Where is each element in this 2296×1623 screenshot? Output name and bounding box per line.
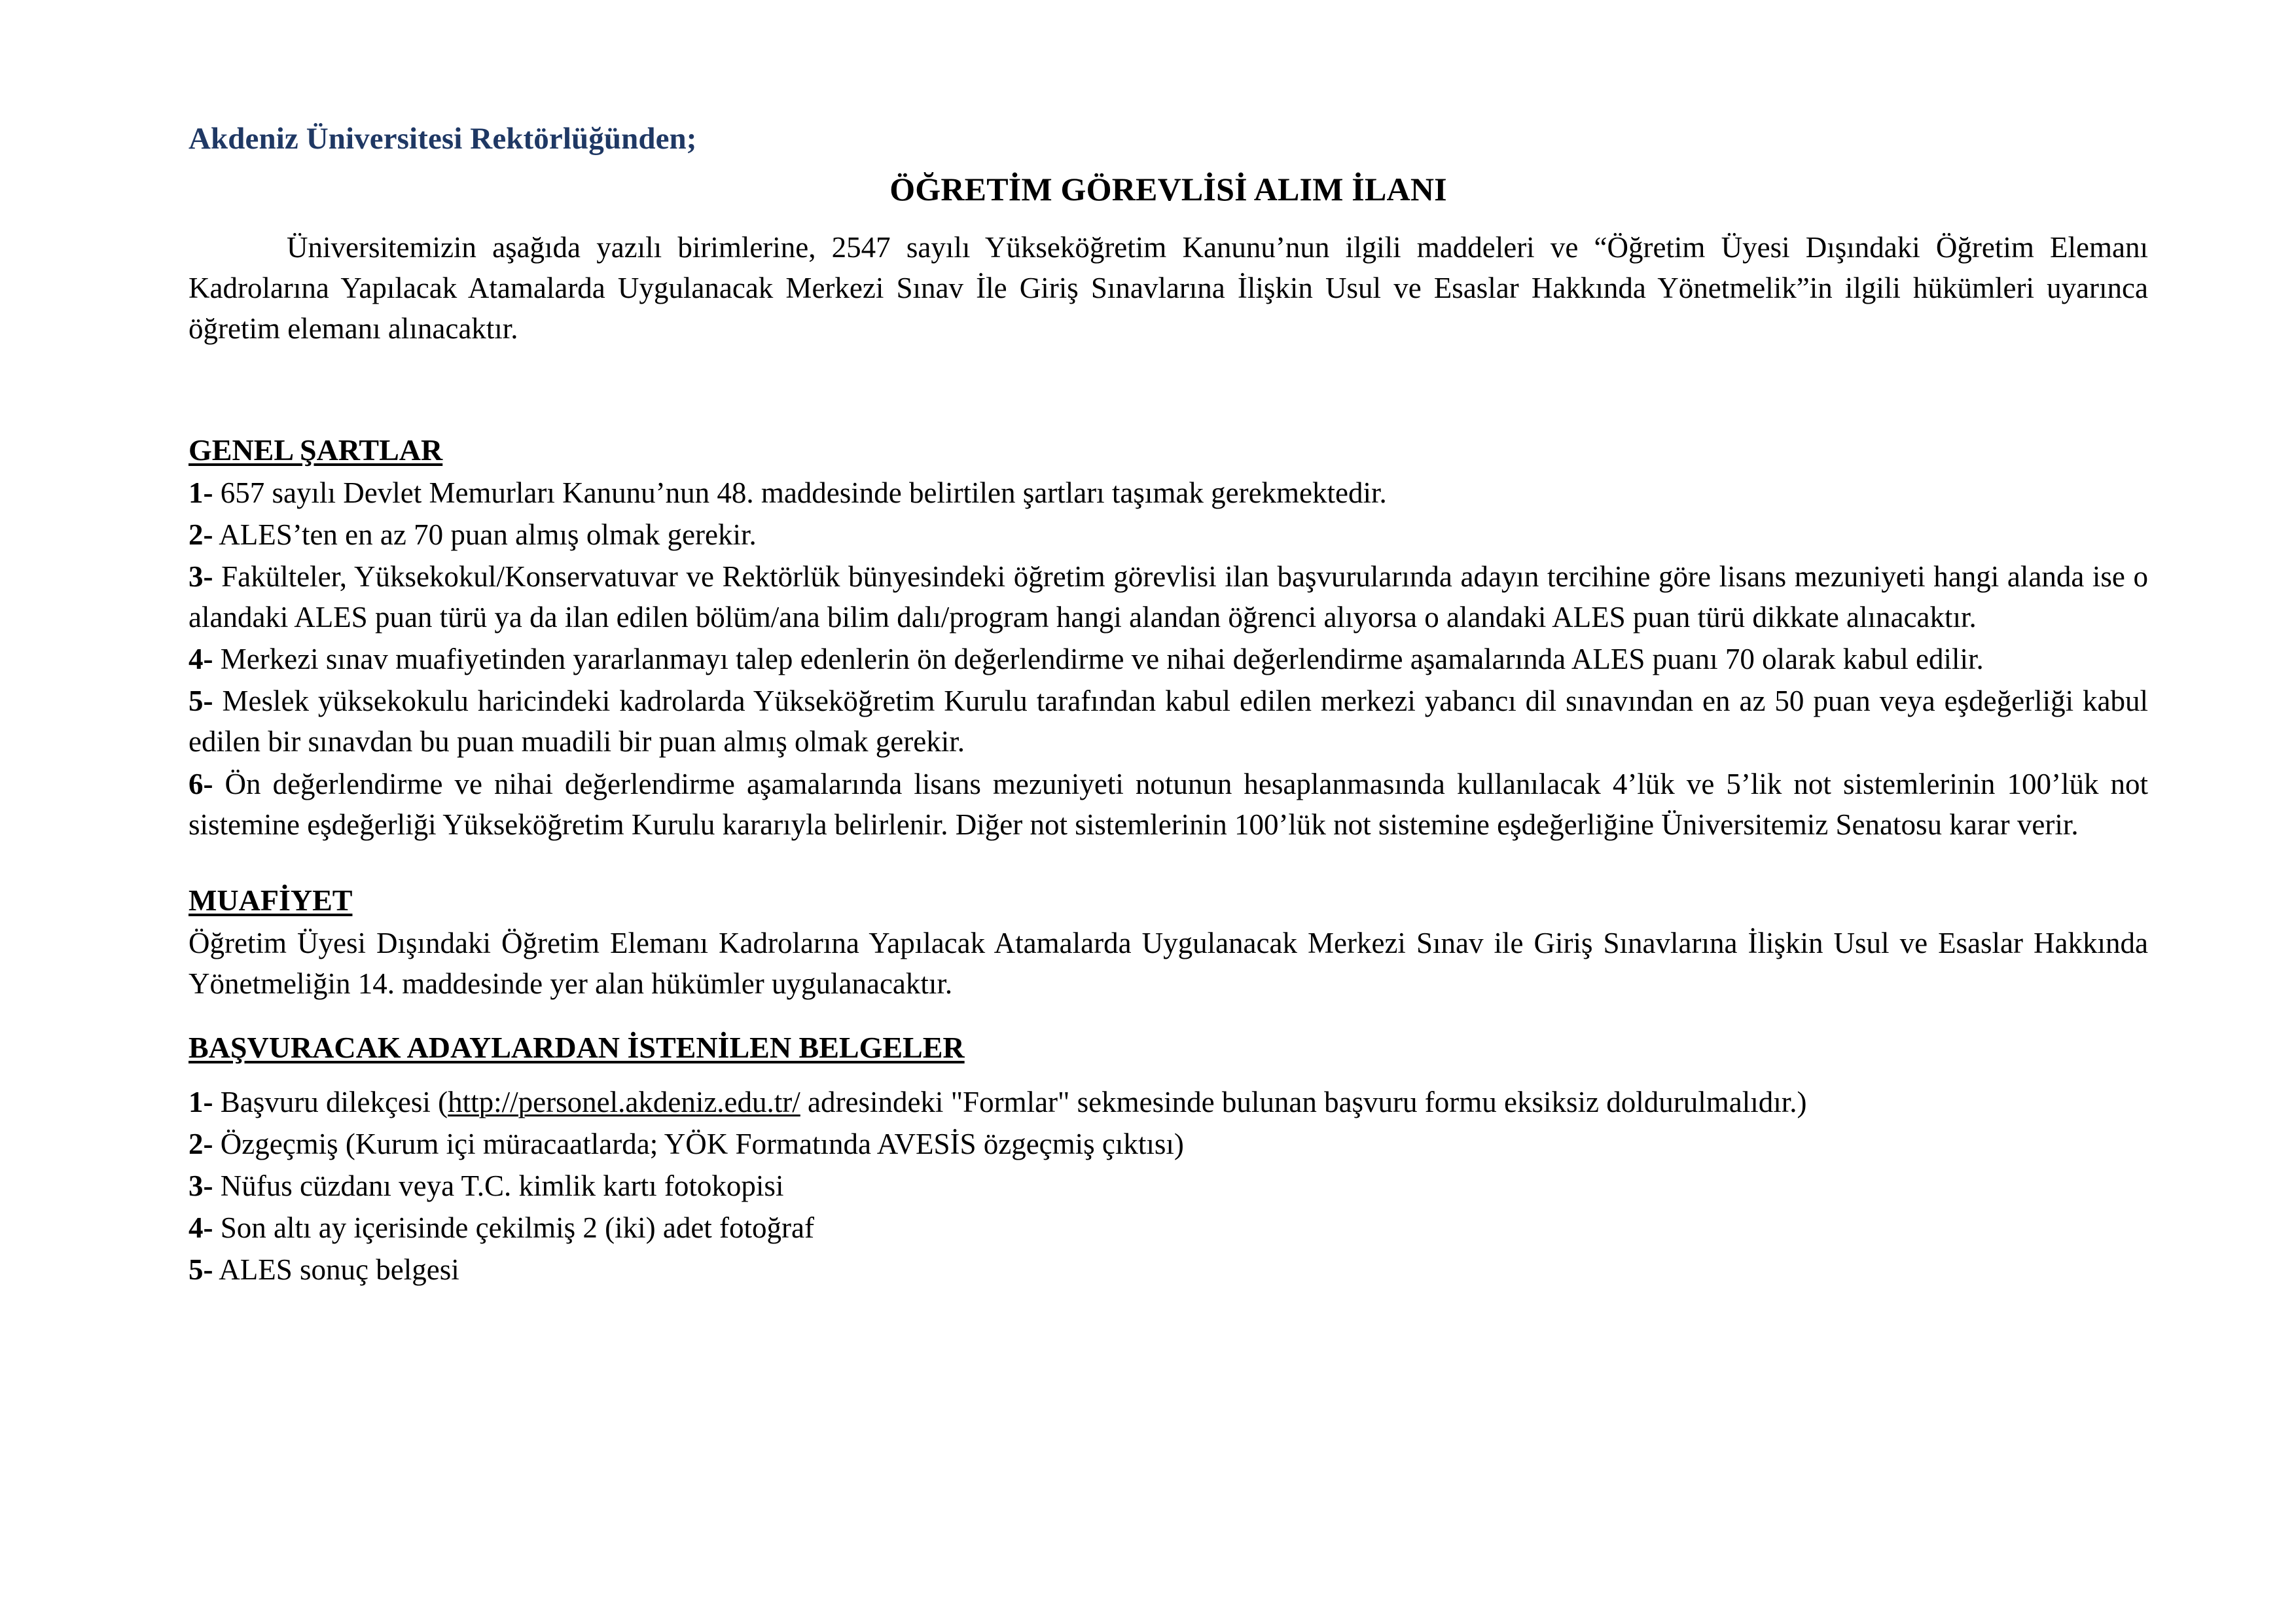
general-conditions-list: [188, 473, 2148, 845]
page-title: ÖĞRETİM GÖREVLİSİ ALIM İLANI: [889, 170, 1447, 207]
personel-akdeniz-link[interactable]: http://personel.akdeniz.edu.tr/: [448, 1085, 800, 1118]
item-text: Meslek yüksekokulu haricindeki kadrolarda Yükseköğretim Kurulu tarafından kabul edilen merkezi yabancı dil sınavından en az 50 puan veya eşdeğerliği kabul edilen bir sınavdan bu puan muadili bir puan almış olmak gerekir.: [188, 685, 2149, 758]
list-item: [188, 473, 2148, 513]
general-conditions-heading: GENEL ŞARTLAR: [188, 433, 443, 467]
list-item: [188, 514, 2148, 555]
item-text: Nüfus cüzdanı veya T.C. kimlik kartı fotokopisi: [220, 1169, 784, 1203]
list-item: [188, 1166, 2148, 1206]
list-item: [188, 1249, 2148, 1290]
list-item: [188, 639, 2148, 679]
list-item: [188, 764, 2148, 845]
item-number: 4-: [188, 643, 213, 676]
required-documents-section: [188, 1030, 2148, 1290]
spacer-before-exemption: [188, 846, 2148, 883]
list-item: [188, 1124, 2148, 1164]
list-item: [188, 681, 2148, 762]
item-number: 3-: [188, 560, 213, 594]
item-text: Fakülteler, Yüksekokul/Konservatuvar ve Rektörlük bünyesindeki öğretim görevlisi ilan başvurularında adayın tercihine göre lisans mezuniyeti hangi alanda ise o alandaki ALES puan türü ya da ilan edilen bölüm/ana bilim dalı/program hangi alandan öğrenci alıyorsa o alandaki ALES puan türü dikkate alınacaktır.: [188, 560, 2149, 634]
general-conditions-section: [188, 433, 2148, 845]
item-text: 657 sayılı Devlet Memurları Kanunu’nun 48. maddesinde belirtilen şartları taşımak gerekmektedir.: [220, 476, 1387, 509]
list-item: [188, 1207, 2148, 1248]
list-item: [188, 556, 2148, 637]
item-text: Ön değerlendirme ve nihai değerlendirme aşamalarında lisans mezuniyeti notunun hesaplanmasında kullanılacak 4’lük ve 5’lik not sistemlerinin 100’lük not sistemine eşdeğerliği Yükseköğretim Kurulu kararıyla belirlenir. Diğer not sistemlerinin 100’lük not sistemine eşdeğerliğine Üniversitemiz Senatosu karar verir.: [188, 767, 2148, 841]
item-number: 6-: [188, 767, 213, 800]
item-text: Son altı ay içerisinde çekilmiş 2 (iki) adet fotoğraf: [220, 1211, 814, 1245]
document-content: [188, 122, 2148, 1291]
item-text-suffix: adresindeki "Formlar" sekmesinde bulunan başvuru formu eksiksiz doldurulmalıdır.): [800, 1085, 1807, 1118]
spacer-after-documents-heading: [188, 1070, 2148, 1082]
item-number: 5-: [188, 1253, 213, 1287]
exemption-paragraph: Öğretim Üyesi Dışındaki Öğretim Elemanı Kadrolarına Yapılacak Atamalarda Uygulanacak Merkezi Sınav ile Giriş Sınavlarına İlişkin Usul ve Esaslar Hakkında Yönetmeliğin 14. maddesinde yer alan hükümler uygulanacaktır.: [188, 926, 2148, 1000]
item-text: ALES sonuç belgesi: [219, 1253, 459, 1287]
required-documents-list: [188, 1082, 2148, 1290]
item-text: ALES’ten en az 70 puan almış olmak gerekir.: [219, 518, 757, 551]
item-text-prefix: Başvuru dilekçesi (: [220, 1085, 448, 1118]
item-text: Özgeçmiş (Kurum içi müracaatlarda; YÖK Formatında AVESİS özgeçmiş çıktısı): [220, 1128, 1184, 1161]
spacer-after-intro: [188, 349, 2148, 433]
item-number: 1-: [188, 476, 213, 509]
item-number: 3-: [188, 1169, 213, 1203]
item-number: 1-: [188, 1085, 213, 1118]
list-item: [188, 1082, 2148, 1122]
item-number: 2-: [188, 518, 213, 551]
required-documents-heading: BAŞVURACAK ADAYLARDAN İSTENİLEN BELGELER: [188, 1030, 965, 1064]
intro-paragraph: Üniversitemizin aşağıda yazılı birimlerine, 2547 sayılı Yükseköğretim Kanunu’nun ilgili maddeleri ve “Öğretim Üyesi Dışındaki Öğretim Elemanı Kadrolarına Yapılacak Atamalarda Uygulanacak Merkezi Sınav İle Giriş Sınavlarına İlişkin Usul ve Esaslar Hakkında Yönetmelik”in ilgili hükümleri uyarınca öğretim elemanı alınacaktır.: [188, 230, 2148, 345]
item-text: Merkezi sınav muafiyetinden yararlanmayı talep edenlerin ön değerlendirme ve nihai değerlendirme aşamalarında ALES puanı 70 olarak kabul edilir.: [220, 643, 1984, 676]
organization-header: Akdeniz Üniversitesi Rektörlüğünden;: [188, 122, 697, 156]
spacer-before-documents: [188, 1004, 2148, 1030]
item-number: 4-: [188, 1211, 213, 1245]
exemption-section: [188, 883, 2148, 1004]
item-number: 5-: [188, 685, 213, 718]
item-number: 2-: [188, 1128, 213, 1161]
exemption-heading: MUAFİYET: [188, 883, 353, 917]
